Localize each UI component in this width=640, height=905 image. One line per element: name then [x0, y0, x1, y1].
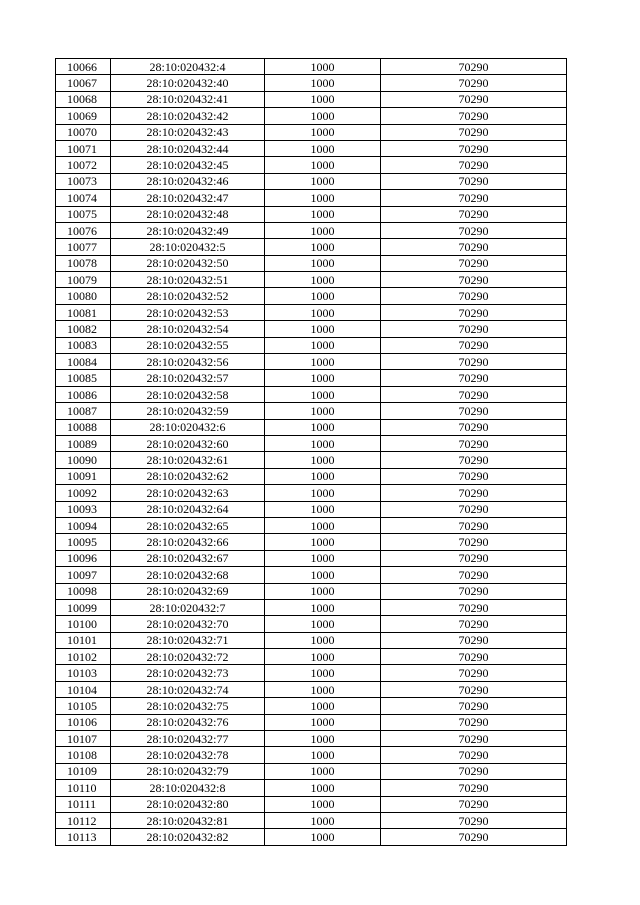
table-row: [56, 796, 567, 812]
table-body: [56, 59, 567, 846]
table-row: [56, 370, 567, 386]
cell-cadastral-number: 28:10:020432:67: [111, 550, 265, 566]
cell-value: 70290: [381, 124, 567, 140]
table-row: [56, 173, 567, 189]
table-row: [56, 649, 567, 665]
cell-quantity: 1000: [265, 75, 381, 91]
cell-value: 70290: [381, 468, 567, 484]
cell-id: 10083: [56, 337, 111, 353]
table-row: [56, 485, 567, 501]
table-row: [56, 222, 567, 238]
cell-cadastral-number: 28:10:020432:81: [111, 812, 265, 828]
cell-value: 70290: [381, 796, 567, 812]
cell-id: 10080: [56, 288, 111, 304]
cell-value: 70290: [381, 108, 567, 124]
cell-value: 70290: [381, 419, 567, 435]
cell-id: 10111: [56, 796, 111, 812]
cell-quantity: 1000: [265, 419, 381, 435]
cell-cadastral-number: 28:10:020432:49: [111, 222, 265, 238]
cell-value: 70290: [381, 222, 567, 238]
cell-id: 10098: [56, 583, 111, 599]
cell-id: 10104: [56, 681, 111, 697]
table-row: [56, 812, 567, 828]
cell-quantity: 1000: [265, 731, 381, 747]
cell-cadastral-number: 28:10:020432:51: [111, 272, 265, 288]
cell-value: 70290: [381, 140, 567, 156]
cell-cadastral-number: 28:10:020432:55: [111, 337, 265, 353]
cell-quantity: 1000: [265, 272, 381, 288]
cell-id: 10106: [56, 714, 111, 730]
cell-value: 70290: [381, 190, 567, 206]
table-row: [56, 763, 567, 779]
cell-cadastral-number: 28:10:020432:41: [111, 91, 265, 107]
cell-value: 70290: [381, 272, 567, 288]
cell-id: 10092: [56, 485, 111, 501]
cell-cadastral-number: 28:10:020432:50: [111, 255, 265, 271]
cell-id: 10100: [56, 616, 111, 632]
cell-value: 70290: [381, 632, 567, 648]
cell-quantity: 1000: [265, 796, 381, 812]
cell-value: 70290: [381, 173, 567, 189]
table-row: [56, 255, 567, 271]
table-row: [56, 386, 567, 402]
table-row: [56, 206, 567, 222]
cell-quantity: 1000: [265, 59, 381, 75]
cell-id: 10076: [56, 222, 111, 238]
cell-quantity: 1000: [265, 812, 381, 828]
cell-id: 10082: [56, 321, 111, 337]
cell-quantity: 1000: [265, 485, 381, 501]
cell-value: 70290: [381, 501, 567, 517]
cell-id: 10088: [56, 419, 111, 435]
cell-cadastral-number: 28:10:020432:64: [111, 501, 265, 517]
cell-quantity: 1000: [265, 124, 381, 140]
table-row: [56, 501, 567, 517]
cell-value: 70290: [381, 75, 567, 91]
table-row: [56, 419, 567, 435]
cell-id: 10087: [56, 403, 111, 419]
cell-quantity: 1000: [265, 288, 381, 304]
cell-cadastral-number: 28:10:020432:62: [111, 468, 265, 484]
cell-id: 10109: [56, 763, 111, 779]
table-row: [56, 190, 567, 206]
cell-value: 70290: [381, 288, 567, 304]
cell-value: 70290: [381, 485, 567, 501]
cell-id: 10113: [56, 829, 111, 845]
cell-cadastral-number: 28:10:020432:40: [111, 75, 265, 91]
cell-cadastral-number: 28:10:020432:71: [111, 632, 265, 648]
cell-value: 70290: [381, 829, 567, 845]
cell-value: 70290: [381, 731, 567, 747]
cell-cadastral-number: 28:10:020432:79: [111, 763, 265, 779]
cell-value: 70290: [381, 599, 567, 615]
cell-quantity: 1000: [265, 91, 381, 107]
cell-quantity: 1000: [265, 337, 381, 353]
cell-cadastral-number: 28:10:020432:72: [111, 649, 265, 665]
cell-value: 70290: [381, 698, 567, 714]
cell-quantity: 1000: [265, 140, 381, 156]
table-row: [56, 550, 567, 566]
cell-quantity: 1000: [265, 386, 381, 402]
table-row: [56, 632, 567, 648]
cell-quantity: 1000: [265, 354, 381, 370]
cell-value: 70290: [381, 517, 567, 533]
cell-cadastral-number: 28:10:020432:76: [111, 714, 265, 730]
cell-id: 10069: [56, 108, 111, 124]
cell-quantity: 1000: [265, 157, 381, 173]
table-row: [56, 140, 567, 156]
cell-quantity: 1000: [265, 665, 381, 681]
table-row: [56, 239, 567, 255]
cell-value: 70290: [381, 321, 567, 337]
table-row: [56, 714, 567, 730]
table-row: [56, 403, 567, 419]
cell-quantity: 1000: [265, 468, 381, 484]
cell-cadastral-number: 28:10:020432:61: [111, 452, 265, 468]
cell-id: 10079: [56, 272, 111, 288]
cell-value: 70290: [381, 583, 567, 599]
cell-quantity: 1000: [265, 567, 381, 583]
cell-id: 10090: [56, 452, 111, 468]
cell-cadastral-number: 28:10:020432:60: [111, 435, 265, 451]
cell-value: 70290: [381, 304, 567, 320]
cell-quantity: 1000: [265, 829, 381, 845]
cell-id: 10096: [56, 550, 111, 566]
cell-cadastral-number: 28:10:020432:44: [111, 140, 265, 156]
cell-quantity: 1000: [265, 747, 381, 763]
cell-value: 70290: [381, 59, 567, 75]
cell-quantity: 1000: [265, 304, 381, 320]
table-row: [56, 731, 567, 747]
cell-id: 10093: [56, 501, 111, 517]
cell-quantity: 1000: [265, 517, 381, 533]
cell-quantity: 1000: [265, 452, 381, 468]
cell-cadastral-number: 28:10:020432:75: [111, 698, 265, 714]
cell-id: 10078: [56, 255, 111, 271]
cell-id: 10112: [56, 812, 111, 828]
table-row: [56, 288, 567, 304]
cell-id: 10084: [56, 354, 111, 370]
table-row: [56, 304, 567, 320]
cell-quantity: 1000: [265, 550, 381, 566]
table-row: [56, 75, 567, 91]
cell-cadastral-number: 28:10:020432:74: [111, 681, 265, 697]
cell-value: 70290: [381, 255, 567, 271]
table-row: [56, 59, 567, 75]
cell-quantity: 1000: [265, 190, 381, 206]
cell-id: 10067: [56, 75, 111, 91]
cell-cadastral-number: 28:10:020432:58: [111, 386, 265, 402]
cell-cadastral-number: 28:10:020432:47: [111, 190, 265, 206]
table-row: [56, 517, 567, 533]
cell-value: 70290: [381, 403, 567, 419]
cell-cadastral-number: 28:10:020432:80: [111, 796, 265, 812]
cell-value: 70290: [381, 780, 567, 796]
cell-id: 10081: [56, 304, 111, 320]
cell-quantity: 1000: [265, 763, 381, 779]
table-row: [56, 616, 567, 632]
cell-value: 70290: [381, 616, 567, 632]
cell-id: 10105: [56, 698, 111, 714]
cell-quantity: 1000: [265, 649, 381, 665]
cell-value: 70290: [381, 567, 567, 583]
cell-value: 70290: [381, 812, 567, 828]
cell-value: 70290: [381, 386, 567, 402]
cell-quantity: 1000: [265, 698, 381, 714]
table-row: [56, 337, 567, 353]
cell-cadastral-number: 28:10:020432:48: [111, 206, 265, 222]
table-row: [56, 534, 567, 550]
cell-quantity: 1000: [265, 681, 381, 697]
cell-value: 70290: [381, 337, 567, 353]
cell-value: 70290: [381, 354, 567, 370]
cell-cadastral-number: 28:10:020432:56: [111, 354, 265, 370]
cell-quantity: 1000: [265, 239, 381, 255]
cell-cadastral-number: 28:10:020432:77: [111, 731, 265, 747]
cell-quantity: 1000: [265, 583, 381, 599]
cell-id: 10094: [56, 517, 111, 533]
cell-cadastral-number: 28:10:020432:42: [111, 108, 265, 124]
cell-cadastral-number: 28:10:020432:69: [111, 583, 265, 599]
cell-cadastral-number: 28:10:020432:8: [111, 780, 265, 796]
cell-quantity: 1000: [265, 321, 381, 337]
table-row: [56, 567, 567, 583]
cell-id: 10070: [56, 124, 111, 140]
table-row: [56, 91, 567, 107]
cell-quantity: 1000: [265, 108, 381, 124]
cell-value: 70290: [381, 157, 567, 173]
cell-cadastral-number: 28:10:020432:43: [111, 124, 265, 140]
cell-cadastral-number: 28:10:020432:73: [111, 665, 265, 681]
cell-cadastral-number: 28:10:020432:46: [111, 173, 265, 189]
document-page: [55, 58, 566, 846]
cell-quantity: 1000: [265, 370, 381, 386]
cell-id: 10091: [56, 468, 111, 484]
cell-cadastral-number: 28:10:020432:78: [111, 747, 265, 763]
cell-quantity: 1000: [265, 222, 381, 238]
cell-cadastral-number: 28:10:020432:65: [111, 517, 265, 533]
cell-value: 70290: [381, 714, 567, 730]
cell-id: 10099: [56, 599, 111, 615]
table-row: [56, 157, 567, 173]
table-row: [56, 108, 567, 124]
cell-quantity: 1000: [265, 173, 381, 189]
cell-cadastral-number: 28:10:020432:53: [111, 304, 265, 320]
table-row: [56, 468, 567, 484]
cell-quantity: 1000: [265, 435, 381, 451]
cell-value: 70290: [381, 649, 567, 665]
cell-quantity: 1000: [265, 616, 381, 632]
cell-id: 10095: [56, 534, 111, 550]
table-row: [56, 452, 567, 468]
cell-value: 70290: [381, 370, 567, 386]
cell-value: 70290: [381, 534, 567, 550]
cell-id: 10102: [56, 649, 111, 665]
table-row: [56, 435, 567, 451]
table-row: [56, 599, 567, 615]
cell-quantity: 1000: [265, 534, 381, 550]
cell-quantity: 1000: [265, 501, 381, 517]
cell-cadastral-number: 28:10:020432:4: [111, 59, 265, 75]
cell-value: 70290: [381, 239, 567, 255]
table-row: [56, 665, 567, 681]
cell-id: 10107: [56, 731, 111, 747]
cell-id: 10108: [56, 747, 111, 763]
cell-id: 10075: [56, 206, 111, 222]
cell-id: 10068: [56, 91, 111, 107]
cell-cadastral-number: 28:10:020432:7: [111, 599, 265, 615]
cell-id: 10097: [56, 567, 111, 583]
cell-cadastral-number: 28:10:020432:5: [111, 239, 265, 255]
cell-cadastral-number: 28:10:020432:45: [111, 157, 265, 173]
table-row: [56, 747, 567, 763]
table-row: [56, 124, 567, 140]
cell-id: 10073: [56, 173, 111, 189]
cell-cadastral-number: 28:10:020432:52: [111, 288, 265, 304]
table-row: [56, 321, 567, 337]
cell-quantity: 1000: [265, 632, 381, 648]
cell-cadastral-number: 28:10:020432:63: [111, 485, 265, 501]
cell-value: 70290: [381, 452, 567, 468]
table-row: [56, 354, 567, 370]
cell-cadastral-number: 28:10:020432:59: [111, 403, 265, 419]
cell-id: 10085: [56, 370, 111, 386]
cell-quantity: 1000: [265, 255, 381, 271]
cell-cadastral-number: 28:10:020432:54: [111, 321, 265, 337]
cell-id: 10110: [56, 780, 111, 796]
cell-id: 10072: [56, 157, 111, 173]
cell-id: 10089: [56, 435, 111, 451]
cell-cadastral-number: 28:10:020432:66: [111, 534, 265, 550]
cell-cadastral-number: 28:10:020432:6: [111, 419, 265, 435]
table-row: [56, 780, 567, 796]
cell-id: 10077: [56, 239, 111, 255]
cell-cadastral-number: 28:10:020432:68: [111, 567, 265, 583]
cell-id: 10101: [56, 632, 111, 648]
table-row: [56, 681, 567, 697]
cell-id: 10074: [56, 190, 111, 206]
table-row: [56, 583, 567, 599]
cell-value: 70290: [381, 763, 567, 779]
cell-cadastral-number: 28:10:020432:70: [111, 616, 265, 632]
cell-quantity: 1000: [265, 599, 381, 615]
cell-value: 70290: [381, 665, 567, 681]
cell-value: 70290: [381, 747, 567, 763]
cell-id: 10086: [56, 386, 111, 402]
cell-cadastral-number: 28:10:020432:82: [111, 829, 265, 845]
cell-quantity: 1000: [265, 780, 381, 796]
cell-value: 70290: [381, 681, 567, 697]
cell-value: 70290: [381, 435, 567, 451]
table-row: [56, 272, 567, 288]
cell-id: 10103: [56, 665, 111, 681]
cell-id: 10071: [56, 140, 111, 156]
cell-quantity: 1000: [265, 714, 381, 730]
cell-value: 70290: [381, 206, 567, 222]
cell-value: 70290: [381, 550, 567, 566]
data-table: [55, 58, 567, 846]
table-row: [56, 829, 567, 845]
cell-id: 10066: [56, 59, 111, 75]
cell-quantity: 1000: [265, 403, 381, 419]
table-row: [56, 698, 567, 714]
cell-value: 70290: [381, 91, 567, 107]
cell-quantity: 1000: [265, 206, 381, 222]
cell-cadastral-number: 28:10:020432:57: [111, 370, 265, 386]
